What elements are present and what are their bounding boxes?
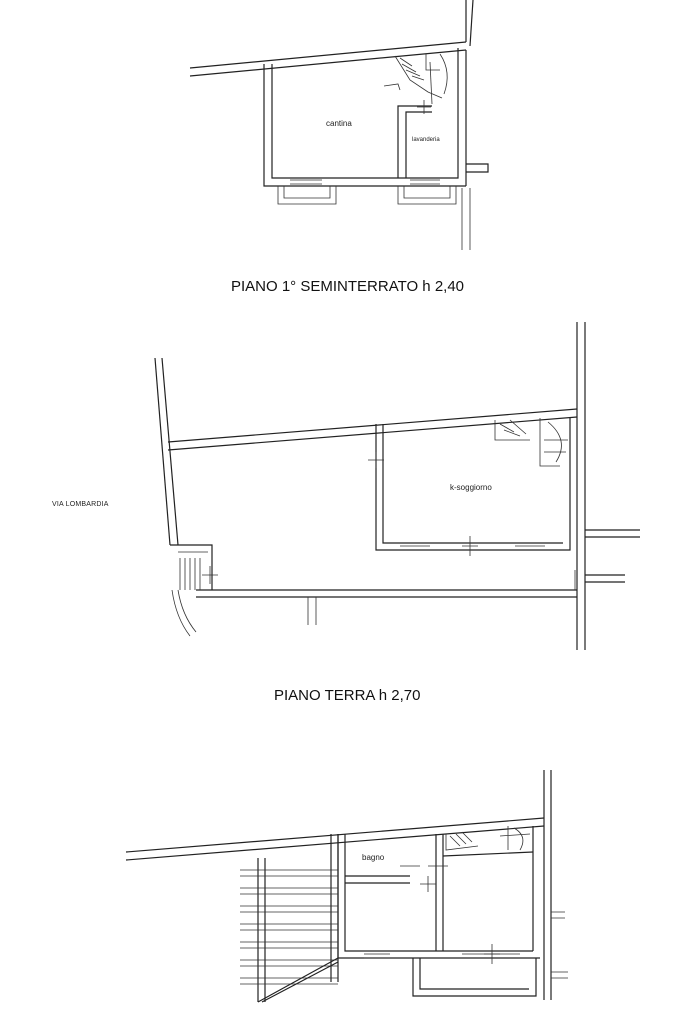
floor-title-basement: PIANO 1° SEMINTERRATO h 2,40 [231, 278, 465, 295]
room-label-bagno: bagno [362, 853, 385, 862]
basement-plan [190, 0, 488, 250]
floor-title-ground: PIANO TERRA h 2,70 [274, 687, 421, 704]
upper-floor-plan [126, 770, 568, 1002]
room-label-cantina: cantina [326, 119, 352, 128]
upper-floor-stair [446, 826, 530, 850]
basement-light-wells [278, 180, 456, 204]
street-label-via-lombardia: VIA LOMBARDIA [52, 501, 109, 508]
room-label-lavanderia: lavanderia [412, 137, 440, 143]
basement-stair [384, 54, 447, 104]
room-label-k-soggiorno: k-soggiorno [450, 483, 492, 492]
ground-floor-stair [495, 418, 568, 466]
ground-floor-plan [52, 322, 640, 650]
pergola [240, 834, 338, 1002]
